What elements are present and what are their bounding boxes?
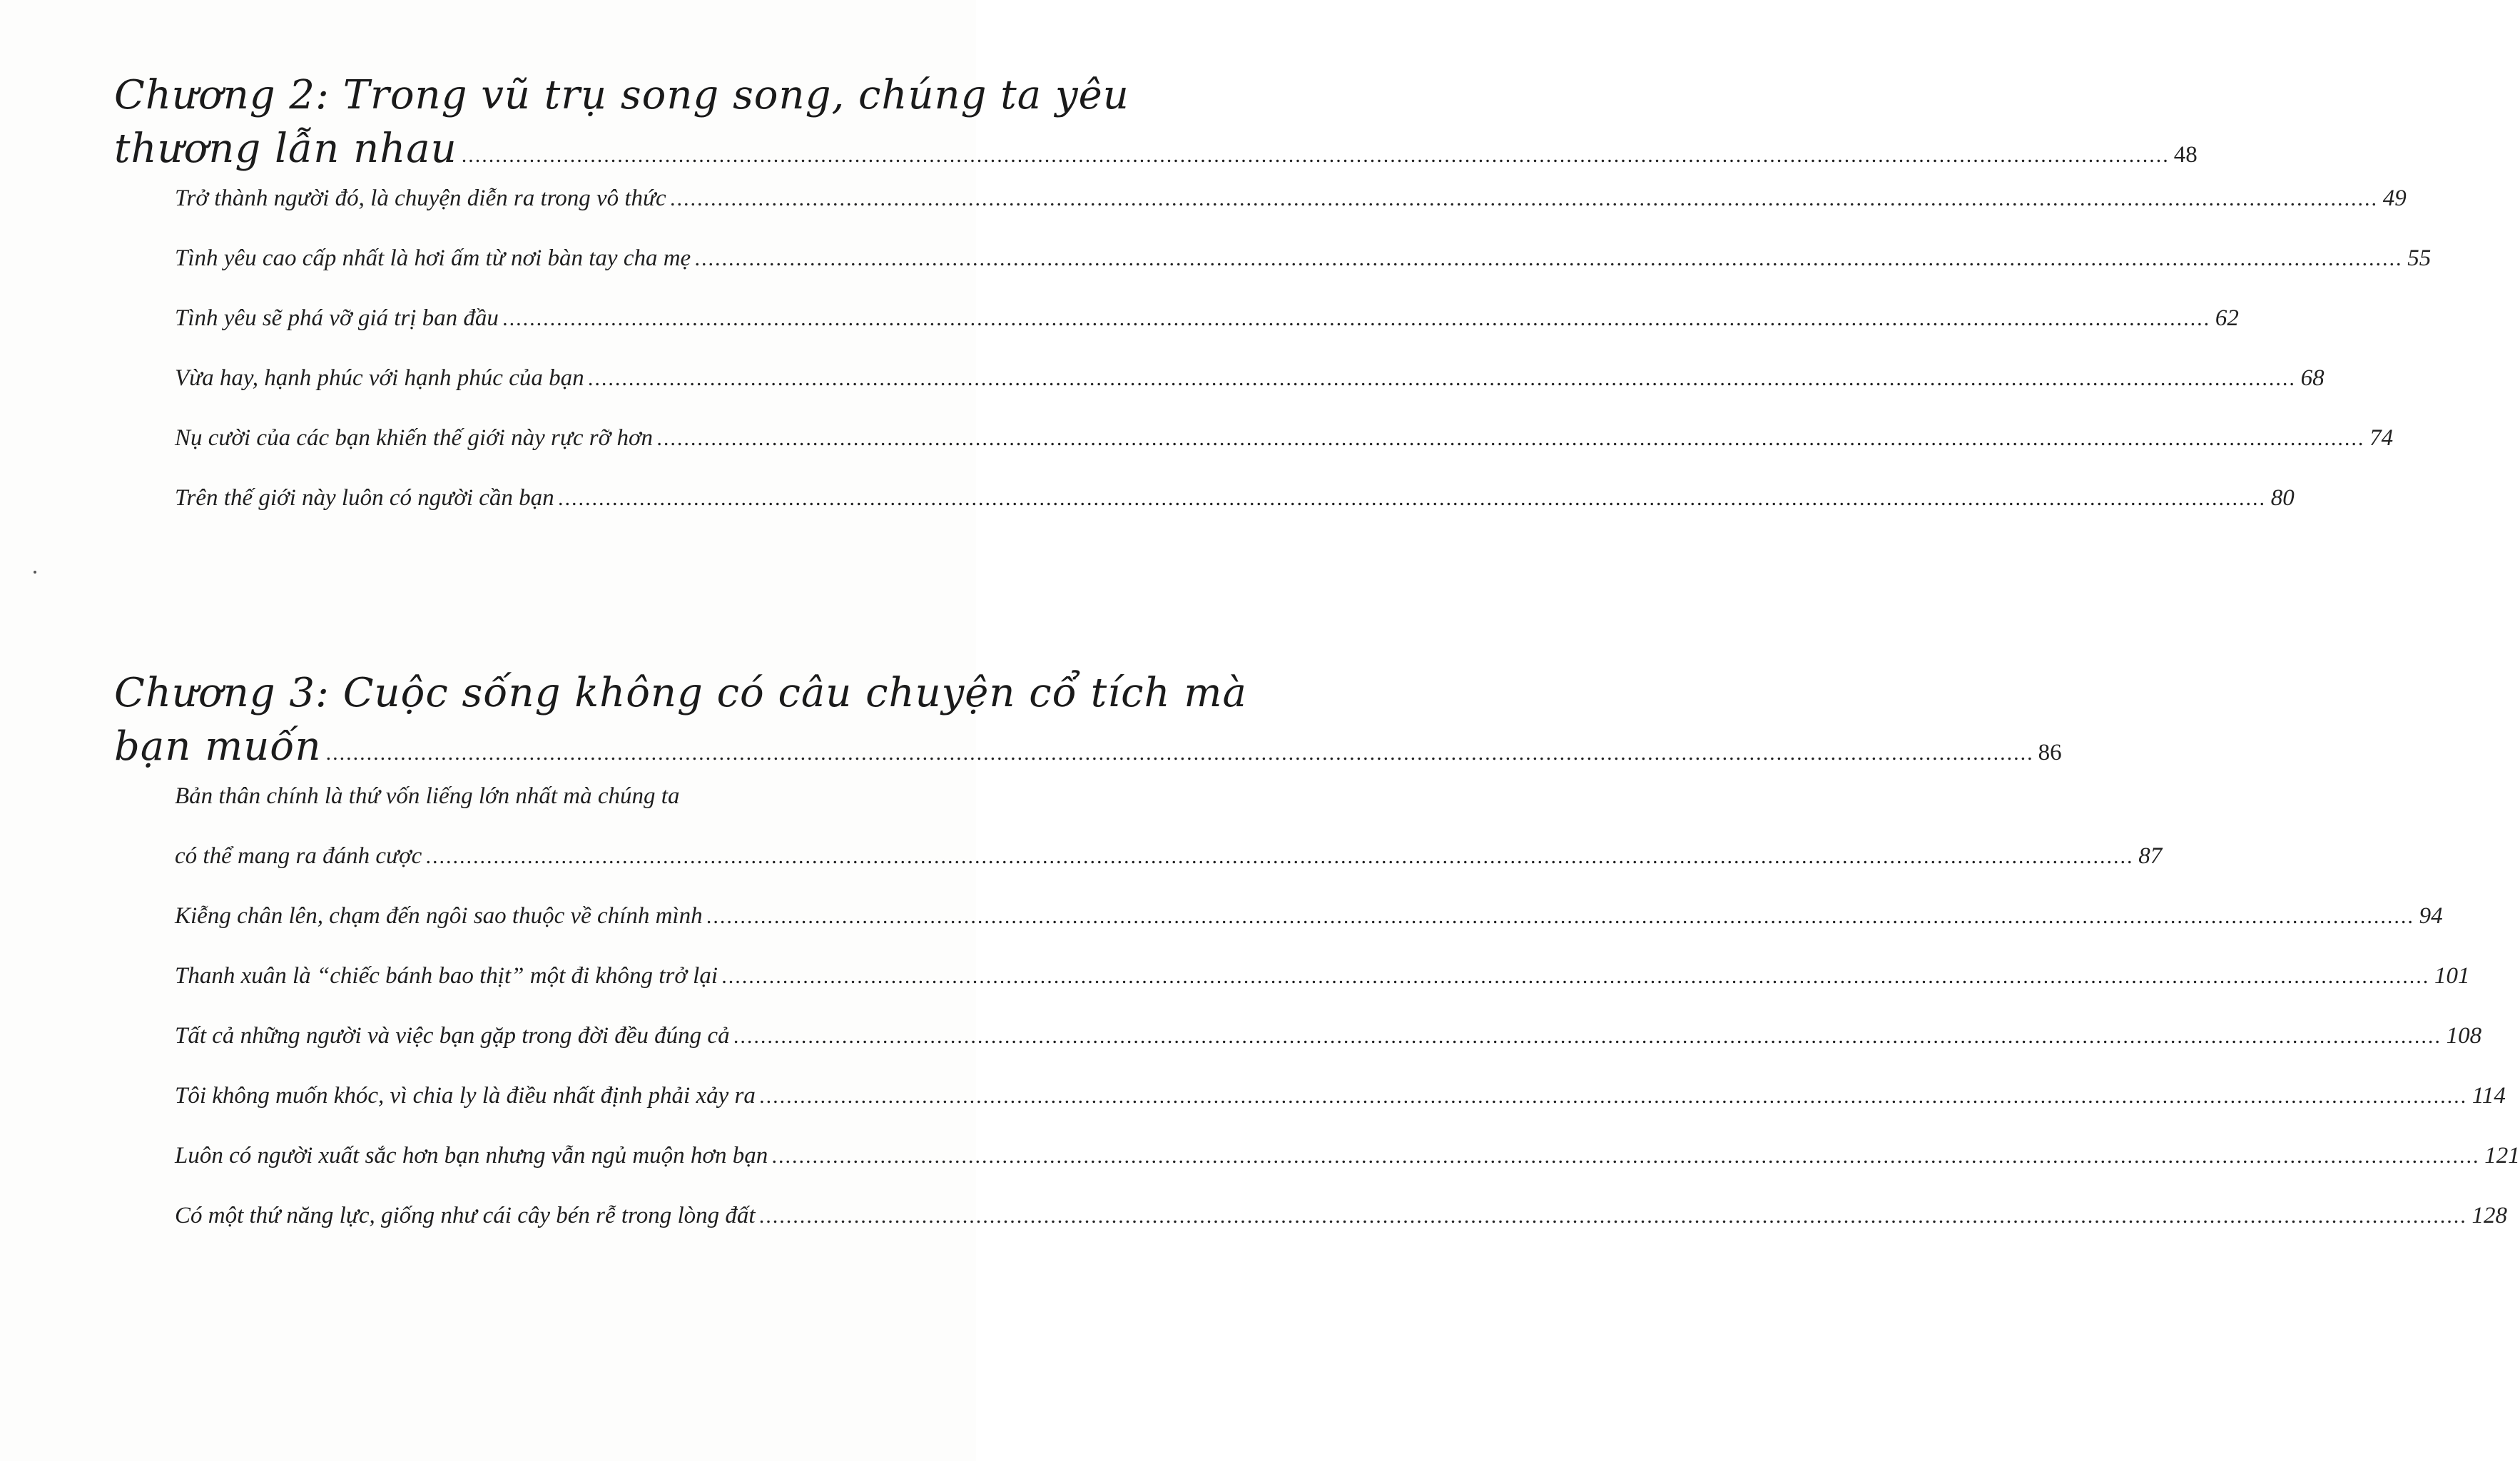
- entry-list: [175, 783, 2520, 1263]
- toc-entry[interactable]: [175, 903, 2443, 963]
- entry-title: Vừa hay, hạnh phúc với hạnh phúc của bạn: [175, 365, 584, 391]
- leader-dots: [695, 247, 2403, 271]
- toc-entry[interactable]: [175, 843, 2163, 903]
- entry-title: Nụ cười của các bạn khiến thế giới này rực rỡ hơn: [175, 425, 654, 451]
- entry-page-number: 87: [2138, 843, 2163, 869]
- entry-page-number: 128: [2471, 1203, 2508, 1228]
- entry-page-number: 94: [2419, 903, 2443, 929]
- chapter-title-line2: bạn muốn: [114, 723, 322, 770]
- chapter-title-line1: Chương 2: Trong vũ trụ song song, chúng ta yêu: [114, 72, 1129, 118]
- toc-entry[interactable]: [175, 365, 2325, 425]
- toc-entry[interactable]: [175, 245, 2432, 305]
- leader-dots: [426, 845, 2134, 869]
- toc-entry[interactable]: [175, 963, 2470, 1023]
- entry-title: Tình yêu sẽ phá vỡ giá trị ban đầu: [175, 305, 499, 331]
- leader-dots: [760, 1084, 2468, 1109]
- chapter-title-row: [114, 723, 2062, 783]
- toc-entry[interactable]: [175, 425, 2394, 485]
- chapter-title-line2: thương lẫn nhau: [114, 126, 457, 172]
- leader-dots: [589, 367, 2297, 391]
- entry-title: Thanh xuân là “chiếc bánh bao thịt” một đi không trở lại: [175, 963, 718, 989]
- entry-page-number: 68: [2300, 365, 2325, 391]
- leader-dots: [772, 1144, 2480, 1169]
- toc-entry[interactable]: [175, 485, 2295, 545]
- entry-title: Tình yêu cao cấp nhất là hơi ấm từ nơi bàn tay cha mẹ: [175, 245, 691, 271]
- leader-dots: [326, 741, 2034, 765]
- leader-dots: [671, 187, 2379, 211]
- leader-dots: [722, 964, 2430, 989]
- toc-entry[interactable]: [175, 1203, 2508, 1263]
- entry-page-number: 62: [2215, 305, 2239, 331]
- entry-page-number: 121: [2484, 1143, 2520, 1169]
- entry-title: có thể mang ra đánh cược: [175, 843, 422, 869]
- entry-page-number: 108: [2446, 1023, 2482, 1049]
- leader-dots: [707, 905, 2415, 929]
- leader-dots: [657, 427, 2365, 451]
- leader-dots: [760, 1204, 2468, 1228]
- entry-title: Kiễng chân lên, chạm đến ngôi sao thuộc về chính mình: [175, 903, 703, 929]
- leader-dots: [559, 487, 2267, 511]
- chapter-2: [114, 66, 2432, 545]
- entry-title-line1[interactable]: Bản thân chính là thứ vốn liếng lớn nhất mà chúng ta: [175, 783, 680, 809]
- entry-page-number: 49: [2382, 185, 2407, 211]
- entry-page-number: 55: [2407, 245, 2432, 271]
- entry-page-number: 101: [2434, 963, 2470, 989]
- leader-dots: [462, 143, 2170, 168]
- entry-title: Trên thế giới này luôn có người cần bạn: [175, 485, 554, 511]
- chapter-title-line1: Chương 3: Cuộc sống không có câu chuyện cổ tích mà: [114, 670, 1247, 716]
- entry-list: [175, 185, 2432, 545]
- margin-mark: [34, 571, 36, 574]
- toc-entry[interactable]: [175, 305, 2239, 365]
- toc-entry[interactable]: [175, 1083, 2506, 1143]
- chapter-3: [114, 663, 2520, 1263]
- chapter-title-row: [114, 126, 2198, 185]
- entry-title: Trở thành người đó, là chuyện diễn ra trong vô thức: [175, 185, 666, 211]
- toc-entry[interactable]: [175, 185, 2407, 245]
- entry-page-number: 114: [2471, 1083, 2506, 1109]
- toc-entry[interactable]: [175, 1023, 2482, 1083]
- chapter-page-number: 48: [2173, 142, 2198, 168]
- toc-entry[interactable]: [175, 1143, 2520, 1203]
- entry-title: Có một thứ năng lực, giống như cái cây bén rễ trong lòng đất: [175, 1203, 756, 1228]
- entry-page-number: 80: [2270, 485, 2295, 511]
- leader-dots: [503, 307, 2211, 331]
- entry-page-number: 74: [2369, 425, 2394, 451]
- chapter-page-number: 86: [2038, 740, 2062, 765]
- leader-dots: [734, 1024, 2442, 1049]
- entry-title: Tôi không muốn khóc, vì chia ly là điều nhất định phải xảy ra: [175, 1083, 756, 1109]
- entry-title: Tất cả những người và việc bạn gặp trong đời đều đúng cả: [175, 1023, 730, 1049]
- entry-title: Luôn có người xuất sắc hơn bạn nhưng vẫn ngủ muộn hơn bạn: [175, 1143, 768, 1169]
